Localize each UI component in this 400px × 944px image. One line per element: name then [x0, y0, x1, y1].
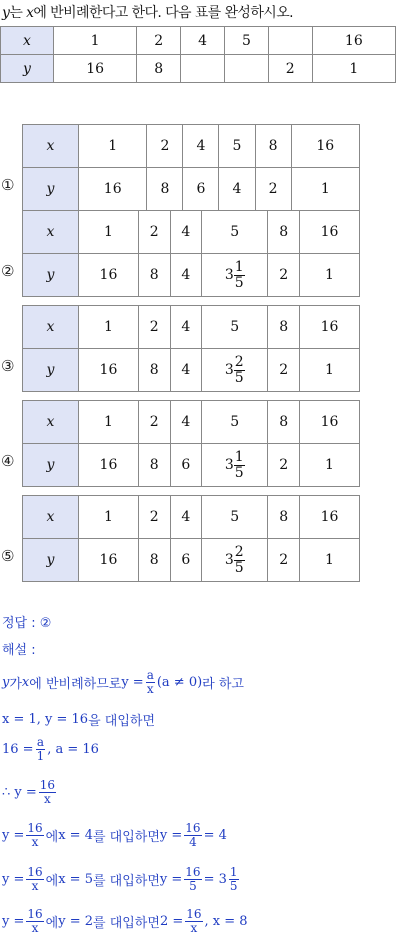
math: ∴ y =	[2, 784, 37, 800]
y-cell: 1	[291, 168, 359, 211]
x-cell: 16	[300, 496, 360, 539]
option-marker-1[interactable]: ①	[1, 176, 15, 194]
y-cell	[202, 539, 268, 582]
x-cell: 4	[170, 496, 202, 539]
math: = 4	[203, 827, 227, 843]
x-cell: 1	[79, 401, 139, 444]
y-row	[23, 444, 360, 487]
question-part: 는	[9, 5, 27, 21]
y-row	[23, 254, 360, 297]
denominator: 5	[229, 878, 238, 893]
x-cell: 4	[170, 401, 202, 444]
x-header: x	[23, 496, 79, 539]
x-row	[1, 27, 396, 55]
numerator: a	[146, 668, 154, 682]
math: x = 4	[58, 827, 93, 843]
y-cell: 2	[268, 349, 300, 392]
text: 가	[9, 676, 22, 692]
x-cell: 5	[202, 306, 268, 349]
question-text	[2, 2, 293, 22]
denominator: x	[31, 878, 39, 893]
x-row	[23, 306, 360, 349]
math: x = 5	[58, 871, 93, 887]
math: , x = 8	[204, 913, 248, 929]
x-row	[23, 211, 360, 254]
math: y =	[2, 913, 25, 929]
math: y =	[159, 871, 183, 887]
solution-line-6	[2, 866, 241, 892]
y-cell: 2	[255, 168, 291, 211]
text: 에	[45, 829, 59, 845]
y-header: y	[23, 168, 79, 211]
mixed-number	[225, 260, 245, 290]
x-cell: 5	[224, 27, 268, 55]
y-cell: 1	[300, 254, 360, 297]
option-table-3	[22, 305, 360, 392]
fraction	[146, 669, 155, 695]
y-cell: 1	[300, 349, 360, 392]
y-cell: 16	[79, 254, 139, 297]
denominator: x	[31, 920, 39, 935]
y-cell: 1	[312, 55, 395, 83]
y-cell: 6	[183, 168, 219, 211]
y-cell: 6	[170, 539, 202, 582]
whole-part: 3	[224, 552, 234, 568]
y-cell: 16	[79, 444, 139, 487]
numerator: 16	[39, 778, 56, 792]
text: 에	[45, 915, 59, 931]
y-cell: 8	[138, 349, 170, 392]
explanation-label	[2, 639, 36, 658]
y-cell: 4	[170, 254, 202, 297]
y-cell: 2	[268, 444, 300, 487]
x-cell: 1	[79, 496, 139, 539]
y-cell	[181, 55, 225, 83]
text: 를 대입하면	[92, 873, 160, 889]
x-cell: 5	[202, 401, 268, 444]
math: y = 2	[58, 913, 93, 929]
y-cell: 2	[268, 55, 312, 83]
x-cell	[268, 27, 312, 55]
x-cell: 4	[170, 306, 202, 349]
denominator: x	[146, 681, 154, 696]
y-row	[1, 55, 396, 83]
denominator: 5	[234, 274, 244, 291]
explanation-heading: 해설 :	[2, 643, 36, 658]
math: x = 1, y = 16	[2, 712, 89, 727]
numerator: 1	[234, 448, 244, 465]
math: x	[21, 674, 30, 690]
y-cell: 6	[170, 444, 202, 487]
text: 를 대입하면	[93, 915, 160, 931]
y-cell: 1	[300, 444, 360, 487]
x-cell: 1	[79, 211, 139, 254]
math: y =	[159, 827, 183, 843]
numerator: 16	[27, 865, 43, 879]
y-cell: 2	[268, 539, 300, 582]
x-cell: 16	[300, 401, 360, 444]
option-marker-2[interactable]: ②	[1, 262, 15, 280]
x-cell: 2	[138, 496, 170, 539]
question-table	[0, 26, 396, 83]
x-header: x	[23, 211, 79, 254]
y-cell: 8	[147, 168, 183, 211]
text: 에	[45, 873, 59, 889]
solution-line-5	[2, 822, 227, 848]
solution-line-2	[2, 710, 155, 729]
x-header: x	[23, 306, 79, 349]
fraction	[26, 822, 43, 848]
x-header: x	[1, 27, 54, 55]
fraction	[234, 450, 245, 480]
whole-part: 3	[224, 267, 234, 283]
text: 을 대입하면	[88, 714, 156, 729]
y-row	[23, 539, 360, 582]
x-header: x	[23, 401, 79, 444]
fraction	[185, 908, 202, 934]
y-cell: 8	[138, 539, 170, 582]
y-cell	[224, 55, 268, 83]
numerator: 16	[185, 821, 201, 835]
fraction	[234, 260, 245, 290]
math: y =	[121, 674, 144, 690]
text: 에 반비례하므로	[29, 676, 122, 692]
denominator: 5	[234, 464, 244, 481]
numerator: 16	[27, 907, 43, 921]
math: 16 =	[2, 741, 34, 757]
x-cell: 2	[138, 211, 170, 254]
y-row	[23, 349, 360, 392]
y-header: y	[23, 349, 79, 392]
fraction	[234, 545, 245, 575]
solution-line-7	[2, 908, 248, 934]
option-marker-5[interactable]: ⑤	[1, 547, 15, 565]
y-cell: 16	[79, 349, 139, 392]
y-cell: 2	[268, 254, 300, 297]
x-cell: 5	[219, 125, 255, 168]
y-row	[23, 168, 360, 211]
x-cell: 2	[138, 306, 170, 349]
numerator: 1	[234, 258, 244, 275]
x-row	[23, 401, 360, 444]
option-marker-4[interactable]: ④	[1, 452, 15, 470]
x-cell: 16	[312, 27, 395, 55]
y-cell	[202, 444, 268, 487]
numerator: 1	[229, 865, 238, 879]
mixed-number	[225, 450, 245, 480]
x-cell: 4	[183, 125, 219, 168]
text: 라 하고	[202, 676, 244, 692]
x-row	[23, 496, 360, 539]
y-cell: 1	[300, 539, 360, 582]
math: y	[2, 674, 10, 690]
fraction	[229, 866, 239, 892]
denominator: 1	[36, 748, 45, 763]
solution-line-4	[2, 779, 58, 805]
y-cell	[202, 349, 268, 392]
x-cell: 2	[137, 27, 181, 55]
y-cell: 16	[54, 55, 137, 83]
x-header: x	[23, 125, 79, 168]
denominator: x	[190, 920, 198, 935]
whole-part: 3	[224, 362, 234, 378]
fraction	[39, 779, 56, 805]
x-cell: 16	[300, 211, 360, 254]
question-part: 에 반비례한다고 한다. 다음 표를 완성하시오.	[33, 5, 293, 21]
x-cell: 8	[268, 306, 300, 349]
fraction	[184, 866, 201, 892]
math: (a ≠ 0)	[156, 674, 203, 690]
x-row	[23, 125, 360, 168]
y-header: y	[23, 254, 79, 297]
numerator: a	[36, 735, 44, 749]
x-cell: 1	[54, 27, 137, 55]
x-cell: 8	[268, 211, 300, 254]
fraction	[234, 355, 245, 385]
y-cell: 4	[219, 168, 255, 211]
numerator: 2	[234, 353, 244, 370]
numerator: 16	[186, 907, 202, 921]
denominator: 4	[189, 834, 197, 849]
x-cell: 2	[138, 401, 170, 444]
option-marker-3[interactable]: ③	[1, 357, 15, 375]
fraction	[26, 866, 43, 892]
fraction	[36, 736, 46, 762]
x-cell: 16	[300, 306, 360, 349]
denominator: x	[31, 834, 39, 849]
y-cell: 8	[138, 254, 170, 297]
y-cell: 16	[79, 168, 147, 211]
fraction	[26, 908, 43, 934]
x-cell: 8	[268, 496, 300, 539]
y-cell: 8	[137, 55, 181, 83]
answer-line	[2, 612, 51, 631]
numerator: 2	[234, 543, 244, 560]
math: , a = 16	[47, 741, 99, 757]
solution-line-1	[2, 669, 244, 695]
solution-line-3	[2, 736, 99, 762]
var-y: y	[2, 5, 10, 21]
numerator: 16	[185, 865, 201, 879]
x-cell: 8	[268, 401, 300, 444]
option-table-4	[22, 400, 360, 487]
numerator: 16	[27, 821, 43, 835]
text: 를 대입하면	[92, 829, 160, 845]
option-table-5	[22, 495, 360, 582]
denominator: 5	[234, 559, 244, 576]
x-cell: 2	[147, 125, 183, 168]
x-cell: 1	[79, 125, 147, 168]
whole-part: 3	[224, 457, 234, 473]
math: y =	[2, 827, 25, 843]
x-cell: 16	[291, 125, 359, 168]
x-cell: 5	[202, 496, 268, 539]
y-cell: 4	[170, 349, 202, 392]
denominator: 5	[189, 878, 197, 893]
x-cell: 4	[170, 211, 202, 254]
denominator: x	[44, 791, 51, 806]
option-table-1	[22, 124, 360, 211]
option-table-2	[22, 210, 360, 297]
fraction	[184, 822, 201, 848]
x-cell: 5	[202, 211, 268, 254]
y-cell	[202, 254, 268, 297]
x-cell: 8	[255, 125, 291, 168]
math: 2 =	[159, 913, 184, 929]
mixed-number	[225, 355, 245, 385]
y-header: y	[23, 539, 79, 582]
y-header: y	[23, 444, 79, 487]
mixed-number	[225, 545, 245, 575]
y-header: y	[1, 55, 54, 83]
math: = 3	[203, 871, 227, 887]
y-cell: 16	[79, 539, 139, 582]
var-x: x	[26, 5, 34, 21]
x-cell: 4	[181, 27, 225, 55]
math: y =	[2, 871, 25, 887]
answer-label: 정답 : ②	[2, 616, 52, 631]
denominator: 5	[234, 369, 244, 386]
y-cell: 8	[138, 444, 170, 487]
x-cell: 1	[79, 306, 139, 349]
